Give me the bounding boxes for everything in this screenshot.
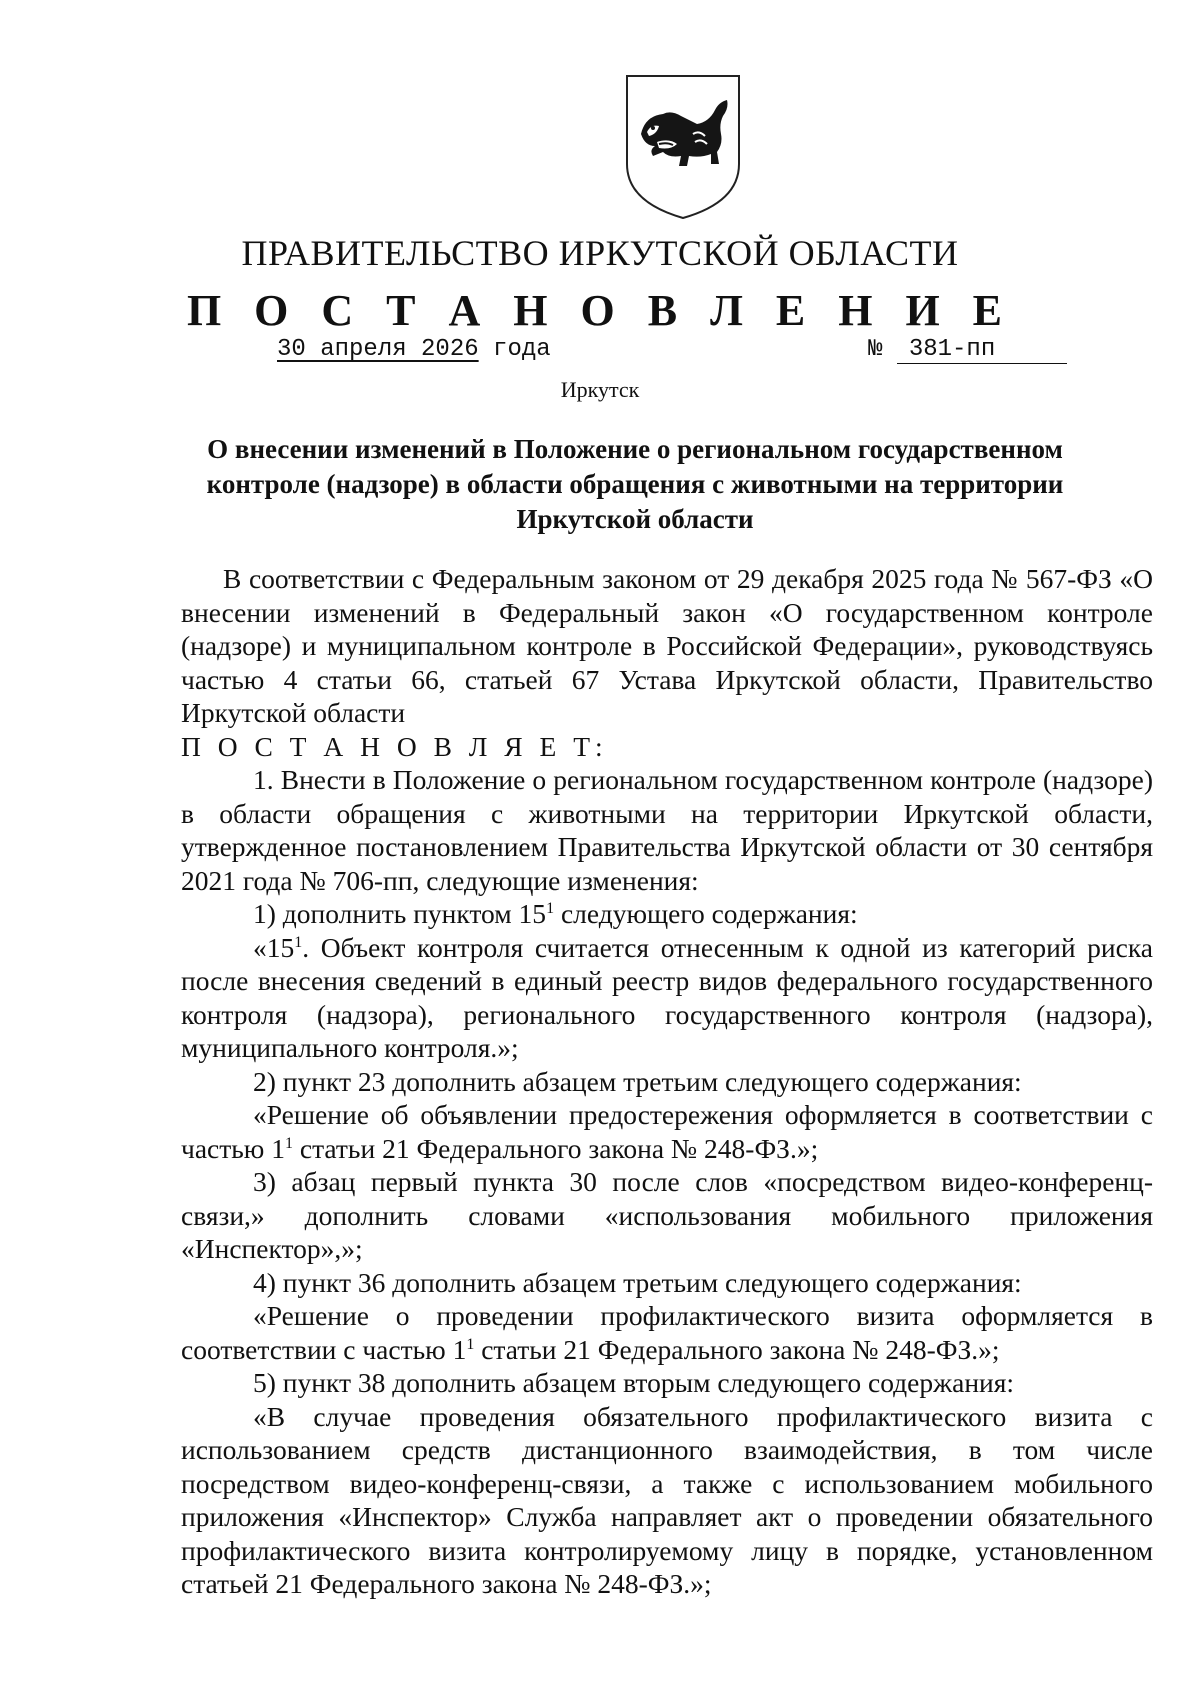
quote-2-paragraph: [181, 1098, 1153, 1165]
document-subject: О внесении изменений в Положение о региональном государственном контроле (надзоре) в области обращения с животными на территории Иркутской области: [206, 434, 1064, 534]
quote-1-text-a: «15: [253, 931, 295, 963]
quote-4-text-a: «Решение о проведении профилактического визита оформляется в соответствии с частью 1: [181, 1300, 1153, 1365]
quote-5-paragraph: «В случае проведения обязательного профилактического визита с использованием средств дистанционного взаимодействия, в том числе посредством видео-конференц-связи, а также с использованием мобильного приложения «Инспектор» Служба направляет акт о проведении обязательного профилактического визита контролируемому лицу в порядке, установленном статьей 21 Федерального закона № 248-ФЗ.»;: [181, 1400, 1153, 1599]
document-date: [277, 336, 551, 363]
city-name: Иркутск: [560, 377, 640, 402]
subitem-3-paragraph: 3) абзац первый пункта 30 после слов «посредством видео-конференц-связи,» дополнить словами «использования мобильного приложения «Инспектор»,»;: [181, 1166, 1153, 1264]
irkutsk-coat-of-arms-icon: [623, 72, 743, 222]
quote-1-paragraph: [181, 931, 1153, 1065]
preamble-paragraph: В соответствии с Федеральным законом от 29 декабря 2025 года № 567-ФЗ «О внесении изменений в Федеральный закон «О государственном контроле (надзоре) и муниципальном контроле в Российской Федерации», руководствуясь частью 4 статьи 66, статьей 67 Устава Иркутской области, Правительство Иркутской области: [181, 563, 1153, 728]
subitem-1-text-b: следующего содержания:: [554, 898, 858, 929]
superscript: 1: [294, 933, 303, 951]
date-value: 30 апреля 2026: [277, 336, 479, 363]
item-1-paragraph: 1. Внести в Положение о региональном государственном контроле (надзоре) в области обращения с животными на территории Иркутской области, утвержденное постановлением Правительства Иркутской области от 30 сентября 2021 года № 706-пп, следующие изменения:: [181, 764, 1153, 896]
subitem-4-paragraph: 4) пункт 36 дополнить абзацем третьим следующего содержания:: [253, 1266, 1022, 1298]
quote-4-paragraph: [181, 1299, 1153, 1366]
resolves-heading: П О С Т А Н О В Л Я Е Т:: [181, 730, 608, 762]
quote-2-text-a: «Решение об объявлении предостережения оформляется в соответствии с частью 1: [181, 1099, 1153, 1164]
subitem-1-text-a: 1) дополнить пунктом 15: [253, 898, 547, 929]
document-type: П О С Т А Н О В Л Е Н И Е: [186, 286, 1014, 335]
subitem-2-paragraph: 2) пункт 23 дополнить абзацем третьим следующего содержания:: [253, 1065, 1022, 1097]
quote-4-text-b: статьи 21 Федерального закона № 248-ФЗ.»;: [474, 1333, 1000, 1365]
subitem-5-paragraph: 5) пункт 38 дополнить абзацем вторым следующего содержания:: [253, 1367, 1015, 1398]
government-name: ПРАВИТЕЛЬСТВО ИРКУТСКОЙ ОБЛАСТИ: [241, 233, 959, 273]
number-prefix: №: [868, 336, 883, 363]
date-suffix: года: [493, 336, 551, 363]
superscript: 1: [284, 1134, 293, 1152]
document-body: [181, 562, 1153, 1601]
quote-1-text-b: . Объект контроля считается отнесенным к одной из категорий риска после внесения сведений в единый реестр видов федерального государственного контроля (надзора), регионального государственного контроля (надзора), муниципального контроля.»;: [181, 931, 1153, 1063]
superscript: 1: [546, 899, 555, 917]
superscript: 1: [466, 1335, 475, 1353]
document-number: [868, 336, 1067, 364]
number-value: 381-пп: [897, 337, 1067, 364]
quote-2-text-b: статьи 21 Федерального закона № 248-ФЗ.»;: [292, 1132, 819, 1164]
subitem-1-paragraph: [181, 897, 1153, 931]
